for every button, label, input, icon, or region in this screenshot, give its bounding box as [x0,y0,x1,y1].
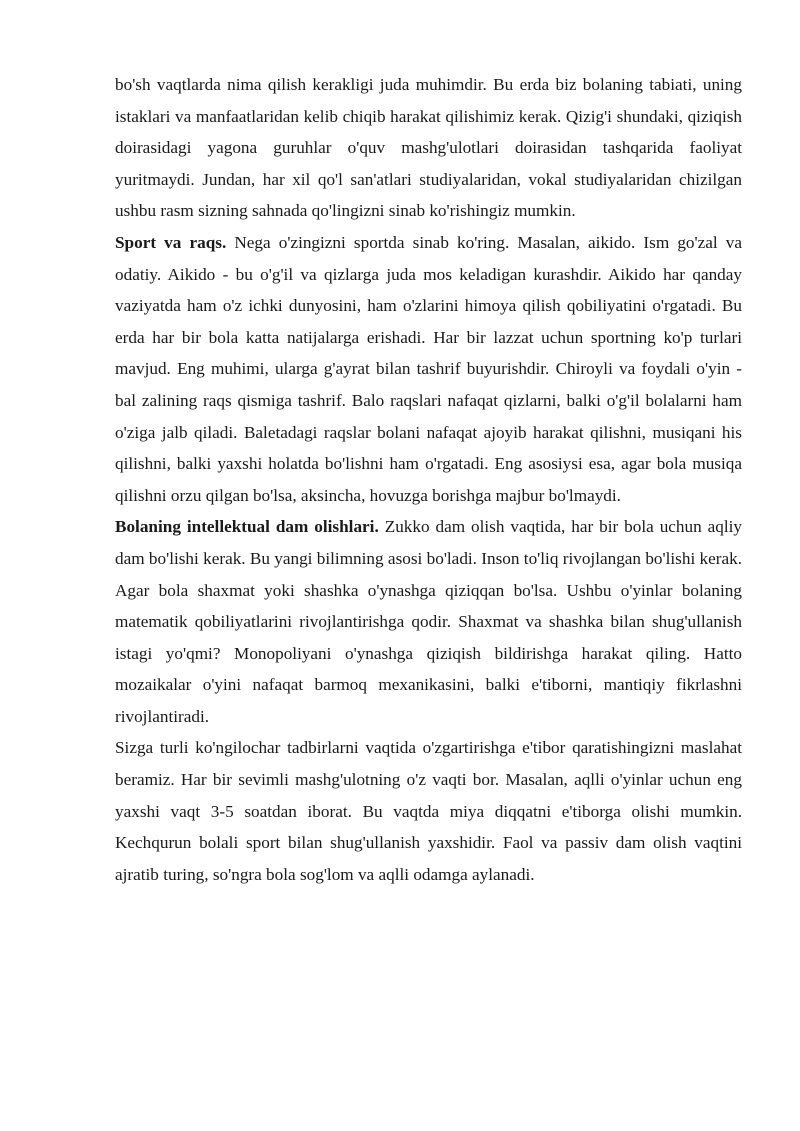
paragraph-heading: Bolaning intellektual dam olishlari. [115,517,379,537]
document-page [115,69,742,890]
paragraph-text: Nega o'zingizni sportda sinab ko'ring. Masalan, aikido. Ism go'zal va odatiy. Aikido - bu o'g'il va qizlarga juda mos keladigan kurashdir. Aikido har qanday vaziyatda ham o'z ichki dunyosini, ham o'zlarini himoya qilish qobiliyatini o'rgatadi. Bu erda har bir bola katta natijalarga erishadi. Har bir lazzat uchun sportning ko'p turlari mavjud. Eng muhimi, ularga g'ayrat bilan tashrif buyurishdir. Chiroyli va foydali o'yin - bal zalining raqs qismiga tashrif. Balo raqslari nafaqat qizlarni, balki o'g'il bolalarni ham o'ziga jalb qiladi. Baletadagi raqslar bolani nafaqat ajoyib harakat qilishni, musiqani his qilishni, balki yaxshi holatda bo'lishni ham o'rgatadi. Eng asosiysi esa, agar bola musiqa qilishni orzu qilgan bo'lsa, aksincha, hovuzga borishga majbur bo'lmaydi. [115,232,742,505]
paragraph-heading: Sport va raqs. [115,232,227,252]
paragraph-text: Sizga turli ko'ngilochar tadbirlarni vaqtida o'zgartirishga e'tibor qaratishingizni maslahat beramiz. Har bir sevimli mashg'ulotning o'z vaqti bor. Masalan, aqlli o'yinlar uchun eng yaxshi vaqt 3-5 soatdan iborat. Bu vaqtda miya diqqatni e'tiborga olishi mumkin. Kechqurun bolali sport bilan shug'ullanish yaxshidir. Faol va passiv dam olish vaqtini ajratib turing, so'ngra bola sog'lom va aqlli odamga aylanadi. [115,738,742,884]
paragraph-text: bo'sh vaqtlarda nima qilish kerakligi juda muhimdir. Bu erda biz bolaning tabiati, uning istaklari va manfaatlaridan kelib chiqib harakat qilishimiz kerak. Qizig'i shundaki, qiziqish doirasidagi yagona guruhlar o'quv mashg'ulotlari doirasidan tashqarida faoliyat yuritmaydi. Jundan, har xil qo'l san'atlari studiyalaridan, vokal studiyalaridan chizilgan ushbu rasm sizning sahnada qo'lingizni sinab ko'rishingiz mumkin. [115,75,742,221]
paragraph-intellectual-rest [115,511,742,732]
paragraph-sport-and-dance [115,227,742,511]
paragraph-advice [115,732,742,890]
paragraph-free-time [115,69,742,227]
paragraph-text: Zukko dam olish vaqtida, har bir bola uchun aqliy dam bo'lishi kerak. Bu yangi bilimning asosi bo'ladi. Inson to'liq rivojlangan bo'lishi kerak. Agar bola shaxmat yoki shashka o'ynashga qiziqqan bo'lsa. Ushbu o'yinlar bolaning matematik qobiliyatlarini rivojlantirishga qodir. Shaxmat va shashka bilan shug'ullanish istagi yo'qmi? Monopoliyani o'ynashga qiziqish bildirishga harakat qiling. Hatto mozaikalar o'yini nafaqat barmoq mexanikasini, balki e'tiborni, mantiqiy fikrlashni rivojlantiradi. [115,517,743,726]
